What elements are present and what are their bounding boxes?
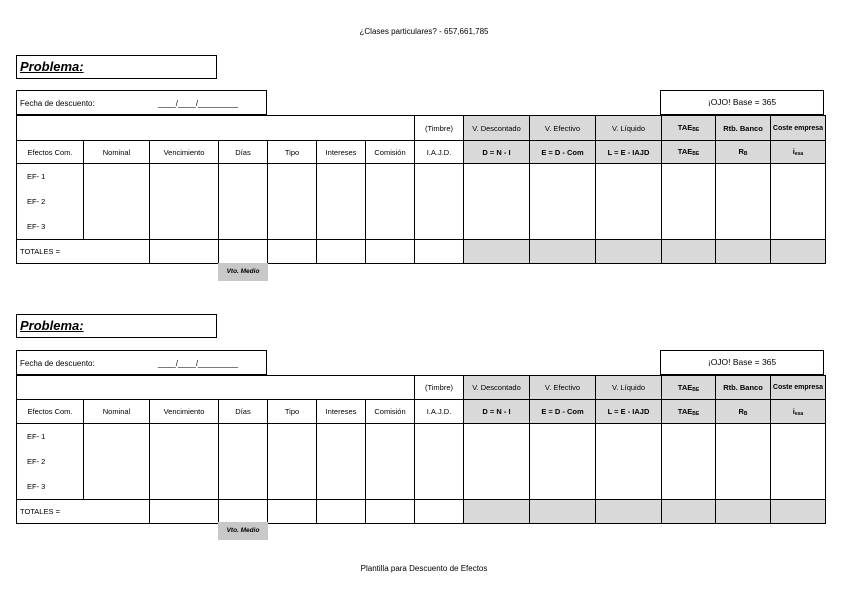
vencimiento-header: Vencimiento [150, 141, 219, 164]
efectos-list [17, 164, 84, 240]
total-iajd-cell[interactable] [415, 500, 464, 524]
iajd-header: I.A.J.D. [415, 141, 464, 164]
tipo-header: Tipo [268, 400, 317, 424]
timbre-header: (Timbre) [415, 116, 464, 141]
total-v-liquido-cell [596, 500, 662, 524]
tae-label: TAE [677, 123, 693, 132]
discount-table [16, 115, 826, 264]
timbre-header: (Timbre) [415, 376, 464, 400]
totales-label: TOTALES = [17, 240, 150, 264]
total-rtb-cell [716, 240, 771, 264]
empty-header-cell [17, 376, 415, 400]
iajd-header: I.A.J.D. [415, 400, 464, 424]
coste-empresa-cell[interactable] [771, 424, 826, 500]
rtb-banco-cell[interactable] [716, 424, 771, 500]
total-iajd-cell[interactable] [415, 240, 464, 264]
header-row-1 [17, 116, 826, 141]
formula-d: D = N - I [464, 400, 530, 424]
comision-header: Comisión [366, 400, 415, 424]
efecto-item: EF- 3 [27, 482, 46, 491]
nominal-header: Nominal [84, 400, 150, 424]
efecto-item: EF- 2 [27, 457, 46, 466]
v-descontado-cell[interactable] [464, 424, 530, 500]
total-comision-cell[interactable] [366, 240, 415, 264]
vto-medio-label: Vto. Medio [218, 263, 268, 281]
data-row [17, 164, 826, 240]
comision-cell[interactable] [366, 424, 415, 500]
ojo-base-note: ¡OJO! Base = 365 [660, 90, 824, 115]
total-tipo-cell[interactable] [268, 500, 317, 524]
vencimiento-cell[interactable] [150, 164, 219, 240]
i-label: i [792, 406, 795, 416]
total-v-descontado-cell [464, 240, 530, 264]
r-subscript: B [743, 151, 748, 157]
v-efectivo-cell[interactable] [530, 424, 596, 500]
header-row-1 [17, 376, 826, 400]
v-descontado-header: V. Descontado [464, 116, 530, 141]
rtb-banco-cell[interactable] [716, 164, 771, 240]
v-liquido-cell[interactable] [596, 164, 662, 240]
i-label: i [792, 147, 795, 156]
v-efectivo-header: V. Efectivo [530, 116, 596, 141]
intereses-header: Intereses [317, 400, 366, 424]
tae-label: TAE [677, 382, 693, 392]
intereses-cell[interactable] [317, 164, 366, 240]
v-liquido-header: V. Líquido [596, 376, 662, 400]
formula-e: E = D - Com [530, 141, 596, 164]
tae-formula [662, 400, 716, 424]
problem-title: Problema: [16, 55, 217, 79]
total-vencimiento-cell[interactable] [150, 240, 219, 264]
r-label: R [738, 147, 744, 156]
total-intereses-cell[interactable] [317, 240, 366, 264]
r-label: R [738, 406, 744, 416]
comision-cell[interactable] [366, 164, 415, 240]
problem-title: Problema: [16, 314, 217, 338]
formula-l: L = E - IAJD [596, 141, 662, 164]
fecha-descuento-blank: ____/____/_________ [158, 359, 239, 368]
dias-cell[interactable] [219, 424, 268, 500]
totales-label: TOTALES = [17, 500, 150, 524]
vto-medio-label: Vto. Medio [218, 522, 268, 540]
nominal-header: Nominal [84, 141, 150, 164]
tae-cell[interactable] [662, 164, 716, 240]
total-tae-cell [662, 500, 716, 524]
efecto-item: EF- 1 [27, 432, 46, 441]
intereses-header: Intereses [317, 141, 366, 164]
fecha-descuento-label: Fecha de descuento: [20, 99, 95, 108]
vencimiento-header: Vencimiento [150, 400, 219, 424]
total-dias-cell[interactable] [219, 500, 268, 524]
header-row-2 [17, 400, 826, 424]
v-efectivo-cell[interactable] [530, 164, 596, 240]
discount-table [16, 375, 826, 524]
total-intereses-cell[interactable] [317, 500, 366, 524]
data-row [17, 424, 826, 500]
efecto-item: EF- 3 [27, 222, 46, 231]
tae-cell[interactable] [662, 424, 716, 500]
totales-row [17, 500, 826, 524]
efectos-header: Efectos Com. [17, 141, 84, 164]
efecto-item: EF- 2 [27, 197, 46, 206]
i-formula [771, 400, 826, 424]
i-subscript: esa [794, 410, 804, 417]
tae-formula [662, 141, 716, 164]
total-v-efectivo-cell [530, 240, 596, 264]
total-vencimiento-cell[interactable] [150, 500, 219, 524]
iajd-cell[interactable] [415, 164, 464, 240]
tae-subscript: BE [692, 151, 700, 157]
r-subscript: B [743, 410, 748, 417]
i-formula [771, 141, 826, 164]
dias-header: Días [219, 141, 268, 164]
tipo-cell[interactable] [268, 164, 317, 240]
formula-d: D = N - I [464, 141, 530, 164]
tae-subscript: BE [692, 410, 700, 417]
total-coste-cell [771, 500, 826, 524]
ojo-base-note: ¡OJO! Base = 365 [660, 350, 824, 375]
total-dias-cell[interactable] [219, 240, 268, 264]
dias-cell[interactable] [219, 164, 268, 240]
rtb-banco-header: Rtb. Banco [716, 116, 771, 141]
v-descontado-header: V. Descontado [464, 376, 530, 400]
nominal-cell[interactable] [84, 424, 150, 500]
total-v-descontado-cell [464, 500, 530, 524]
total-v-efectivo-cell [530, 500, 596, 524]
efecto-item: EF- 1 [27, 172, 46, 181]
vencimiento-cell[interactable] [150, 424, 219, 500]
formula-l: L = E - IAJD [596, 400, 662, 424]
fecha-descuento-label: Fecha de descuento: [20, 359, 95, 368]
tae-header [662, 376, 716, 400]
footer-text: Plantilla para Descuento de Efectos [360, 564, 488, 573]
tae-label: TAE [677, 406, 693, 416]
totales-row [17, 240, 826, 264]
v-liquido-cell[interactable] [596, 424, 662, 500]
tae-subscript: BE [692, 386, 700, 393]
efectos-list [17, 424, 84, 500]
v-efectivo-header: V. Efectivo [530, 376, 596, 400]
efectos-header: Efectos Com. [17, 400, 84, 424]
total-tipo-cell[interactable] [268, 240, 317, 264]
tae-subscript: BE [692, 127, 700, 133]
total-v-liquido-cell [596, 240, 662, 264]
iajd-cell[interactable] [415, 424, 464, 500]
coste-empresa-header: Coste empresa [771, 376, 826, 400]
total-coste-cell [771, 240, 826, 264]
v-descontado-cell[interactable] [464, 164, 530, 240]
fecha-descuento-blank: ____/____/_________ [158, 99, 239, 108]
nominal-cell[interactable] [84, 164, 150, 240]
tipo-header: Tipo [268, 141, 317, 164]
fecha-descuento-box [16, 90, 267, 115]
r-formula [716, 400, 771, 424]
tae-label: TAE [677, 147, 693, 156]
intereses-cell[interactable] [317, 424, 366, 500]
coste-empresa-header: Coste empresa [771, 116, 826, 141]
rtb-banco-header: Rtb. Banco [716, 376, 771, 400]
comision-header: Comisión [366, 141, 415, 164]
header-row-2 [17, 141, 826, 164]
header-text: ¿Clases particulares? - 657,661,785 [359, 27, 489, 36]
empty-header-cell [17, 116, 415, 141]
total-rtb-cell [716, 500, 771, 524]
tipo-cell[interactable] [268, 424, 317, 500]
formula-e: E = D - Com [530, 400, 596, 424]
dias-header: Días [219, 400, 268, 424]
fecha-descuento-box [16, 350, 267, 375]
i-subscript: esa [794, 151, 804, 157]
v-liquido-header: V. Líquido [596, 116, 662, 141]
total-tae-cell [662, 240, 716, 264]
tae-header [662, 116, 716, 141]
r-formula [716, 141, 771, 164]
coste-empresa-cell[interactable] [771, 164, 826, 240]
total-comision-cell[interactable] [366, 500, 415, 524]
